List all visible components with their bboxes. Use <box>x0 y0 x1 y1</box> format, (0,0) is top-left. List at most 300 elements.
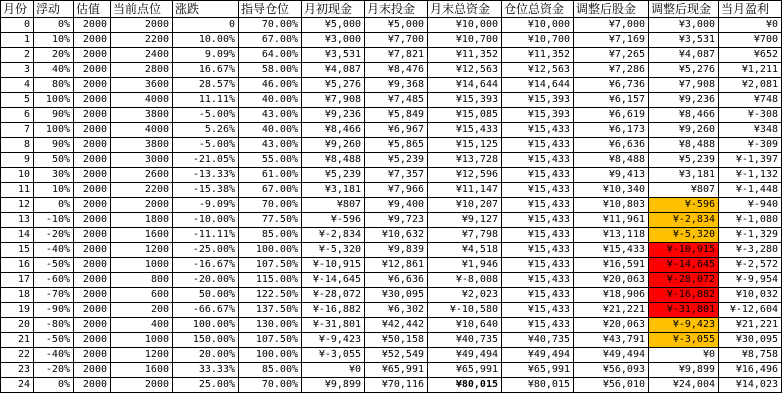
cell[interactable]: 2200 <box>111 183 173 198</box>
cell[interactable]: ¥-308 <box>719 108 782 123</box>
cell[interactable]: ¥12,563 <box>428 63 502 78</box>
cell[interactable]: 40.00% <box>239 123 302 138</box>
cell[interactable]: -20% <box>34 363 74 378</box>
cell[interactable]: 1200 <box>111 348 173 363</box>
cell[interactable]: 3 <box>1 63 34 78</box>
cell[interactable]: 0 <box>173 18 239 33</box>
cell[interactable]: ¥5,865 <box>365 138 428 153</box>
cell[interactable]: 10.00% <box>173 33 239 48</box>
cell[interactable]: ¥-1,397 <box>719 153 782 168</box>
cell[interactable]: 25.00% <box>173 378 239 393</box>
column-header[interactable]: 月末投金 <box>365 1 428 18</box>
cell[interactable]: 115.00% <box>239 273 302 288</box>
cell[interactable]: -21.05% <box>173 153 239 168</box>
cell[interactable]: ¥12,596 <box>428 168 502 183</box>
cell[interactable]: ¥11,961 <box>574 213 649 228</box>
cell[interactable]: ¥10,632 <box>365 228 428 243</box>
cell[interactable]: 600 <box>111 288 173 303</box>
cell[interactable]: -16.67% <box>173 258 239 273</box>
cell[interactable]: -60% <box>34 273 74 288</box>
cell[interactable]: 90% <box>34 138 74 153</box>
cell[interactable]: 85.00% <box>239 228 302 243</box>
cell[interactable]: ¥-2,834 <box>302 228 365 243</box>
cell[interactable]: ¥-5,320 <box>649 228 719 243</box>
cell[interactable]: ¥-1,329 <box>719 228 782 243</box>
cell[interactable]: ¥-28,072 <box>649 273 719 288</box>
cell[interactable]: ¥2,081 <box>719 78 782 93</box>
cell[interactable]: ¥43,791 <box>574 333 649 348</box>
cell[interactable]: ¥15,433 <box>502 228 574 243</box>
cell[interactable]: ¥-14,645 <box>302 273 365 288</box>
cell[interactable]: ¥12,861 <box>365 258 428 273</box>
cell[interactable]: ¥8,758 <box>719 348 782 363</box>
cell[interactable]: ¥7,286 <box>574 63 649 78</box>
cell[interactable]: 100% <box>34 93 74 108</box>
cell[interactable]: ¥-1,132 <box>719 168 782 183</box>
cell[interactable]: ¥3,000 <box>649 18 719 33</box>
cell[interactable]: ¥24,004 <box>649 378 719 393</box>
cell[interactable]: 90% <box>34 108 74 123</box>
column-header[interactable]: 调整后股金 <box>574 1 649 18</box>
cell[interactable]: 18 <box>1 288 34 303</box>
cell[interactable]: 5 <box>1 93 34 108</box>
cell[interactable]: 24 <box>1 378 34 393</box>
cell[interactable]: ¥1,946 <box>428 258 502 273</box>
cell[interactable]: ¥9,899 <box>649 363 719 378</box>
cell[interactable]: 2000 <box>74 303 111 318</box>
cell[interactable]: -10% <box>34 213 74 228</box>
cell[interactable]: -50% <box>34 258 74 273</box>
cell[interactable]: 64.00% <box>239 48 302 63</box>
cell[interactable]: ¥15,433 <box>502 168 574 183</box>
cell[interactable]: ¥49,494 <box>502 348 574 363</box>
cell[interactable]: 12 <box>1 198 34 213</box>
cell[interactable]: ¥49,494 <box>428 348 502 363</box>
cell[interactable]: -40% <box>34 348 74 363</box>
cell[interactable]: ¥-12,604 <box>719 303 782 318</box>
column-header[interactable]: 仓位总资金 <box>502 1 574 18</box>
cell[interactable]: ¥8,488 <box>574 153 649 168</box>
cell[interactable]: 46.00% <box>239 78 302 93</box>
cell[interactable]: 70.00% <box>239 18 302 33</box>
cell[interactable]: ¥15,433 <box>502 318 574 333</box>
cell[interactable]: 40% <box>34 63 74 78</box>
cell[interactable]: 100.00% <box>239 348 302 363</box>
cell[interactable]: ¥-10,580 <box>428 303 502 318</box>
cell[interactable]: 2000 <box>74 348 111 363</box>
cell[interactable]: 50.00% <box>173 288 239 303</box>
cell[interactable]: -10.00% <box>173 213 239 228</box>
cell[interactable]: 2000 <box>74 378 111 393</box>
cell[interactable]: 10% <box>34 183 74 198</box>
cell[interactable]: ¥12,563 <box>502 63 574 78</box>
cell[interactable]: ¥56,093 <box>574 363 649 378</box>
cell[interactable]: 1 <box>1 33 34 48</box>
cell[interactable]: ¥65,991 <box>502 363 574 378</box>
cell[interactable]: -5.00% <box>173 138 239 153</box>
cell[interactable]: ¥6,302 <box>365 303 428 318</box>
cell[interactable]: ¥8,488 <box>649 138 719 153</box>
cell[interactable]: 0% <box>34 18 74 33</box>
cell[interactable]: ¥5,276 <box>302 78 365 93</box>
cell[interactable]: 2000 <box>74 63 111 78</box>
cell[interactable]: 10% <box>34 33 74 48</box>
cell[interactable]: ¥14,644 <box>428 78 502 93</box>
cell[interactable]: 2000 <box>111 378 173 393</box>
cell[interactable]: 40.00% <box>239 93 302 108</box>
cell[interactable]: 2000 <box>74 243 111 258</box>
cell[interactable]: 8 <box>1 138 34 153</box>
cell[interactable]: 107.50% <box>239 258 302 273</box>
cell[interactable]: 16.67% <box>173 63 239 78</box>
cell[interactable]: ¥-14,645 <box>649 258 719 273</box>
cell[interactable]: 33.33% <box>173 363 239 378</box>
cell[interactable]: -13.33% <box>173 168 239 183</box>
cell[interactable]: 13 <box>1 213 34 228</box>
cell[interactable]: ¥-3,280 <box>719 243 782 258</box>
cell[interactable]: 100.00% <box>239 243 302 258</box>
cell[interactable]: 9.09% <box>173 48 239 63</box>
cell[interactable]: -9.09% <box>173 198 239 213</box>
cell[interactable]: ¥6,173 <box>574 123 649 138</box>
cell[interactable]: ¥5,239 <box>365 153 428 168</box>
cell[interactable]: 1000 <box>111 333 173 348</box>
cell[interactable]: 3800 <box>111 138 173 153</box>
cell[interactable]: ¥10,032 <box>719 288 782 303</box>
cell[interactable]: 2000 <box>74 48 111 63</box>
cell[interactable]: ¥1,211 <box>719 63 782 78</box>
cell[interactable]: ¥5,000 <box>365 18 428 33</box>
cell[interactable]: ¥9,899 <box>302 378 365 393</box>
cell[interactable]: 11 <box>1 183 34 198</box>
cell[interactable]: ¥9,368 <box>365 78 428 93</box>
cell[interactable]: 22 <box>1 348 34 363</box>
cell[interactable]: -11.11% <box>173 228 239 243</box>
cell[interactable]: ¥20,063 <box>574 273 649 288</box>
cell[interactable]: ¥14,644 <box>502 78 574 93</box>
cell[interactable]: ¥13,118 <box>574 228 649 243</box>
cell[interactable]: ¥65,991 <box>365 363 428 378</box>
cell[interactable]: 14 <box>1 228 34 243</box>
cell[interactable]: ¥7,485 <box>365 93 428 108</box>
cell[interactable]: -25.00% <box>173 243 239 258</box>
cell[interactable]: ¥15,085 <box>428 108 502 123</box>
cell[interactable]: ¥15,433 <box>502 258 574 273</box>
cell[interactable]: ¥52,549 <box>365 348 428 363</box>
cell[interactable]: 800 <box>111 273 173 288</box>
cell[interactable]: 43.00% <box>239 138 302 153</box>
cell[interactable]: 70.00% <box>239 378 302 393</box>
cell[interactable]: -20% <box>34 228 74 243</box>
cell[interactable]: ¥16,591 <box>574 258 649 273</box>
cell[interactable]: ¥9,236 <box>302 108 365 123</box>
cell[interactable]: 107.50% <box>239 333 302 348</box>
cell[interactable]: 7 <box>1 123 34 138</box>
cell[interactable]: 2000 <box>111 18 173 33</box>
cell[interactable]: 2000 <box>74 228 111 243</box>
cell[interactable]: ¥80,015 <box>428 378 502 393</box>
cell[interactable]: ¥-309 <box>719 138 782 153</box>
cell[interactable]: ¥807 <box>649 183 719 198</box>
cell[interactable]: ¥10,700 <box>428 33 502 48</box>
cell[interactable]: ¥8,488 <box>302 153 365 168</box>
cell[interactable]: 11.11% <box>173 93 239 108</box>
column-header[interactable]: 当月盈利 <box>719 1 782 18</box>
cell[interactable]: -90% <box>34 303 74 318</box>
cell[interactable]: ¥15,433 <box>502 183 574 198</box>
cell[interactable]: -70% <box>34 288 74 303</box>
cell[interactable]: ¥652 <box>719 48 782 63</box>
cell[interactable]: ¥6,967 <box>365 123 428 138</box>
cell[interactable]: 2000 <box>74 183 111 198</box>
cell[interactable]: 3000 <box>111 153 173 168</box>
cell[interactable]: ¥3,531 <box>649 33 719 48</box>
cell[interactable]: ¥-9,954 <box>719 273 782 288</box>
cell[interactable]: ¥65,991 <box>428 363 502 378</box>
cell[interactable]: ¥15,433 <box>574 243 649 258</box>
cell[interactable]: ¥15,433 <box>502 273 574 288</box>
column-header[interactable]: 浮动 <box>34 1 74 18</box>
cell[interactable]: ¥7,265 <box>574 48 649 63</box>
cell[interactable]: ¥13,728 <box>428 153 502 168</box>
cell[interactable]: 61.00% <box>239 168 302 183</box>
column-header[interactable]: 月初现金 <box>302 1 365 18</box>
cell[interactable]: 2000 <box>111 198 173 213</box>
cell[interactable]: ¥-31,801 <box>302 318 365 333</box>
cell[interactable]: 200 <box>111 303 173 318</box>
cell[interactable]: ¥40,735 <box>428 333 502 348</box>
cell[interactable]: ¥10,000 <box>428 18 502 33</box>
cell[interactable]: ¥80,015 <box>502 378 574 393</box>
cell[interactable]: ¥10,640 <box>428 318 502 333</box>
cell[interactable]: ¥-8,008 <box>428 273 502 288</box>
cell[interactable]: 2000 <box>74 33 111 48</box>
cell[interactable]: ¥11,352 <box>428 48 502 63</box>
cell[interactable]: 2000 <box>74 18 111 33</box>
cell[interactable]: ¥21,221 <box>719 318 782 333</box>
cell[interactable]: 2000 <box>74 213 111 228</box>
cell[interactable]: 10 <box>1 168 34 183</box>
cell[interactable]: 2200 <box>111 33 173 48</box>
cell[interactable]: ¥-2,834 <box>649 213 719 228</box>
cell[interactable]: ¥348 <box>719 123 782 138</box>
cell[interactable]: ¥16,496 <box>719 363 782 378</box>
cell[interactable]: ¥7,966 <box>365 183 428 198</box>
cell[interactable]: ¥-1,448 <box>719 183 782 198</box>
cell[interactable]: ¥7,169 <box>574 33 649 48</box>
cell[interactable]: 1600 <box>111 363 173 378</box>
cell[interactable]: -80% <box>34 318 74 333</box>
cell[interactable]: ¥10,340 <box>574 183 649 198</box>
cell[interactable]: ¥15,125 <box>428 138 502 153</box>
cell[interactable]: 2000 <box>74 168 111 183</box>
cell[interactable]: ¥14,023 <box>719 378 782 393</box>
cell[interactable]: ¥10,207 <box>428 198 502 213</box>
cell[interactable]: ¥7,357 <box>365 168 428 183</box>
cell[interactable]: 4000 <box>111 123 173 138</box>
cell[interactable]: ¥5,849 <box>365 108 428 123</box>
cell[interactable]: 2400 <box>111 48 173 63</box>
column-header[interactable]: 估值 <box>74 1 111 18</box>
cell[interactable]: ¥15,393 <box>428 93 502 108</box>
cell[interactable]: 0% <box>34 198 74 213</box>
cell[interactable]: 6 <box>1 108 34 123</box>
cell[interactable]: -40% <box>34 243 74 258</box>
cell[interactable]: ¥8,466 <box>649 108 719 123</box>
cell[interactable]: ¥10,700 <box>502 33 574 48</box>
cell[interactable]: 3600 <box>111 78 173 93</box>
cell[interactable]: ¥5,276 <box>649 63 719 78</box>
cell[interactable]: -66.67% <box>173 303 239 318</box>
cell[interactable]: 1600 <box>111 228 173 243</box>
cell[interactable]: ¥7,821 <box>365 48 428 63</box>
cell[interactable]: ¥-596 <box>649 198 719 213</box>
cell[interactable]: ¥3,531 <box>302 48 365 63</box>
cell[interactable]: ¥3,181 <box>302 183 365 198</box>
cell[interactable]: ¥5,000 <box>302 18 365 33</box>
cell[interactable]: ¥4,087 <box>649 48 719 63</box>
cell[interactable]: -20.00% <box>173 273 239 288</box>
cell[interactable]: 2000 <box>74 258 111 273</box>
cell[interactable]: ¥15,433 <box>502 213 574 228</box>
cell[interactable]: 2000 <box>74 318 111 333</box>
cell[interactable]: ¥9,236 <box>649 93 719 108</box>
column-header[interactable]: 当前点位 <box>111 1 173 18</box>
cell[interactable]: 2000 <box>74 123 111 138</box>
cell[interactable]: 20% <box>34 48 74 63</box>
cell[interactable]: 23 <box>1 363 34 378</box>
cell[interactable]: ¥6,636 <box>365 273 428 288</box>
cell[interactable]: 2000 <box>74 198 111 213</box>
cell[interactable]: 2000 <box>74 333 111 348</box>
cell[interactable]: ¥-9,423 <box>302 333 365 348</box>
cell[interactable]: ¥18,906 <box>574 288 649 303</box>
column-header[interactable]: 指导仓位 <box>239 1 302 18</box>
cell[interactable]: ¥11,352 <box>502 48 574 63</box>
cell[interactable]: 20 <box>1 318 34 333</box>
cell[interactable]: ¥42,442 <box>365 318 428 333</box>
cell[interactable]: 28.57% <box>173 78 239 93</box>
cell[interactable]: ¥56,010 <box>574 378 649 393</box>
cell[interactable]: 85.00% <box>239 363 302 378</box>
cell[interactable]: ¥6,157 <box>574 93 649 108</box>
cell[interactable]: ¥21,221 <box>574 303 649 318</box>
cell[interactable]: ¥15,433 <box>502 243 574 258</box>
cell[interactable]: ¥-9,423 <box>649 318 719 333</box>
cell[interactable]: 2000 <box>74 153 111 168</box>
column-header[interactable]: 涨跌 <box>173 1 239 18</box>
cell[interactable]: ¥15,433 <box>428 123 502 138</box>
cell[interactable]: ¥-3,055 <box>649 333 719 348</box>
cell[interactable]: 0% <box>34 378 74 393</box>
cell[interactable]: 2000 <box>74 78 111 93</box>
cell[interactable]: ¥4,518 <box>428 243 502 258</box>
cell[interactable]: 55.00% <box>239 153 302 168</box>
cell[interactable]: ¥-5,320 <box>302 243 365 258</box>
cell[interactable]: 15 <box>1 243 34 258</box>
cell[interactable]: ¥20,063 <box>574 318 649 333</box>
cell[interactable]: ¥15,433 <box>502 123 574 138</box>
cell[interactable]: 2000 <box>74 363 111 378</box>
cell[interactable]: 2800 <box>111 63 173 78</box>
cell[interactable]: 100% <box>34 123 74 138</box>
cell[interactable]: 2000 <box>74 288 111 303</box>
cell[interactable]: ¥15,433 <box>502 138 574 153</box>
cell[interactable]: ¥-596 <box>302 213 365 228</box>
cell[interactable]: ¥700 <box>719 33 782 48</box>
cell[interactable]: ¥7,908 <box>649 78 719 93</box>
cell[interactable]: ¥0 <box>719 18 782 33</box>
cell[interactable]: ¥-10,915 <box>302 258 365 273</box>
cell[interactable]: ¥8,466 <box>302 123 365 138</box>
cell[interactable]: ¥5,239 <box>649 153 719 168</box>
cell[interactable]: ¥9,723 <box>365 213 428 228</box>
column-header[interactable]: 月末总资金 <box>428 1 502 18</box>
cell[interactable]: ¥6,636 <box>574 138 649 153</box>
cell[interactable]: ¥6,619 <box>574 108 649 123</box>
cell[interactable]: ¥7,798 <box>428 228 502 243</box>
cell[interactable]: 137.50% <box>239 303 302 318</box>
cell[interactable]: 16 <box>1 258 34 273</box>
cell[interactable]: 21 <box>1 333 34 348</box>
cell[interactable]: 70.00% <box>239 198 302 213</box>
cell[interactable]: ¥748 <box>719 93 782 108</box>
cell[interactable]: 50% <box>34 153 74 168</box>
cell[interactable]: ¥10,000 <box>502 18 574 33</box>
cell[interactable]: ¥807 <box>302 198 365 213</box>
cell[interactable]: ¥15,393 <box>502 93 574 108</box>
cell[interactable]: 77.50% <box>239 213 302 228</box>
cell[interactable]: 9 <box>1 153 34 168</box>
cell[interactable]: ¥15,433 <box>502 288 574 303</box>
cell[interactable]: ¥6,736 <box>574 78 649 93</box>
cell[interactable]: ¥0 <box>302 363 365 378</box>
cell[interactable]: ¥15,433 <box>502 198 574 213</box>
cell[interactable]: ¥70,116 <box>365 378 428 393</box>
cell[interactable]: 43.00% <box>239 108 302 123</box>
cell[interactable]: ¥7,908 <box>302 93 365 108</box>
cell[interactable]: 130.00% <box>239 318 302 333</box>
column-header[interactable]: 月份 <box>1 1 34 18</box>
cell[interactable]: ¥7,700 <box>365 33 428 48</box>
cell[interactable]: -50% <box>34 333 74 348</box>
cell[interactable]: ¥4,087 <box>302 63 365 78</box>
cell[interactable]: 1200 <box>111 243 173 258</box>
cell[interactable]: 1800 <box>111 213 173 228</box>
cell[interactable]: ¥8,476 <box>365 63 428 78</box>
cell[interactable]: ¥30,095 <box>719 333 782 348</box>
cell[interactable]: ¥7,000 <box>574 18 649 33</box>
cell[interactable]: 80% <box>34 78 74 93</box>
cell[interactable]: 2000 <box>74 93 111 108</box>
cell[interactable]: ¥9,127 <box>428 213 502 228</box>
cell[interactable]: ¥2,023 <box>428 288 502 303</box>
cell[interactable]: 400 <box>111 318 173 333</box>
cell[interactable]: ¥-16,882 <box>302 303 365 318</box>
cell[interactable]: ¥9,839 <box>365 243 428 258</box>
cell[interactable]: ¥-16,882 <box>649 288 719 303</box>
cell[interactable]: ¥-28,072 <box>302 288 365 303</box>
cell[interactable]: ¥0 <box>649 348 719 363</box>
cell[interactable]: ¥9,260 <box>302 138 365 153</box>
cell[interactable]: ¥30,095 <box>365 288 428 303</box>
cell[interactable]: ¥11,147 <box>428 183 502 198</box>
cell[interactable]: 67.00% <box>239 183 302 198</box>
cell[interactable]: ¥40,735 <box>502 333 574 348</box>
cell[interactable]: ¥-940 <box>719 198 782 213</box>
column-header[interactable]: 调整后现金 <box>649 1 719 18</box>
cell[interactable]: 2600 <box>111 168 173 183</box>
